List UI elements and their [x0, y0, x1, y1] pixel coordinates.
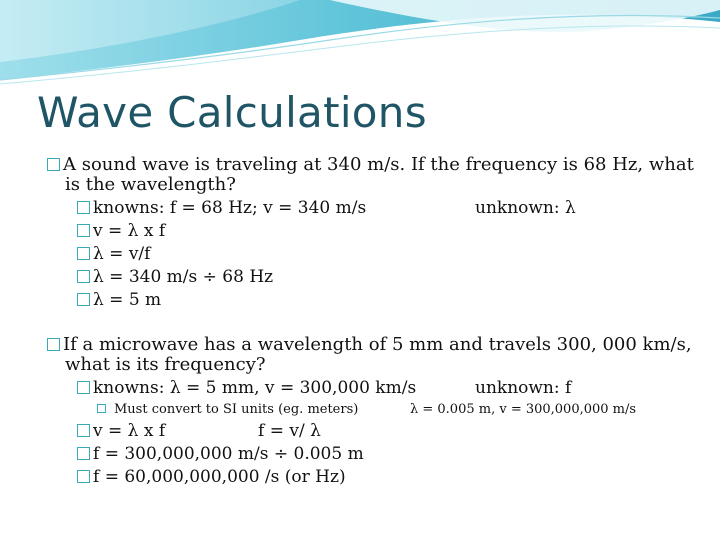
bullet-icon: [47, 338, 60, 351]
q2-convert-note: Must convert to SI units (eg. meters): [97, 400, 358, 420]
question-1-line-2: is the wavelength?: [65, 174, 236, 195]
q2-converted-values: λ = 0.005 m, v = 300,000,000 m/s: [410, 402, 637, 417]
bullet-icon: [77, 270, 90, 283]
q2-step-1: v = λ x f: [77, 421, 165, 441]
q2-step-1b: f = v/ λ: [258, 421, 321, 441]
question-1-line-1: A sound wave is traveling at 340 m/s. If the frequency is 68 Hz, what: [47, 155, 694, 175]
bullet-icon: [77, 470, 90, 483]
q1-step-4: λ = 5 m: [77, 290, 161, 310]
q1-step-1: v = λ x f: [77, 221, 165, 241]
bullet-icon: [77, 381, 90, 394]
decorative-wave-banner: [0, 0, 720, 90]
page-title: Wave Calculations: [37, 88, 427, 137]
q1-step-3: λ = 340 m/s ÷ 68 Hz: [77, 267, 273, 287]
q2-step-3: f = 60,000,000,000 /s (or Hz): [77, 467, 346, 487]
bullet-icon: [77, 447, 90, 460]
bullet-icon: [97, 404, 106, 413]
bullet-icon: [77, 424, 90, 437]
question-2-line-2: what is its frequency?: [65, 354, 266, 375]
bullet-icon: [77, 224, 90, 237]
bullet-icon: [47, 158, 60, 171]
q1-knowns: knowns: f = 68 Hz; v = 340 m/s: [77, 198, 366, 218]
bullet-icon: [77, 247, 90, 260]
bullet-icon: [77, 201, 90, 214]
q2-knowns: knowns: λ = 5 mm, v = 300,000 km/s: [77, 378, 416, 398]
q2-step-2: f = 300,000,000 m/s ÷ 0.005 m: [77, 444, 364, 464]
q1-unknown: unknown: λ: [475, 198, 576, 218]
question-2-line-1: If a microwave has a wavelength of 5 mm and travels 300, 000 km/s,: [47, 335, 692, 355]
bullet-icon: [77, 293, 90, 306]
q1-step-2: λ = v/f: [77, 244, 150, 264]
q2-unknown: unknown: f: [475, 378, 572, 398]
